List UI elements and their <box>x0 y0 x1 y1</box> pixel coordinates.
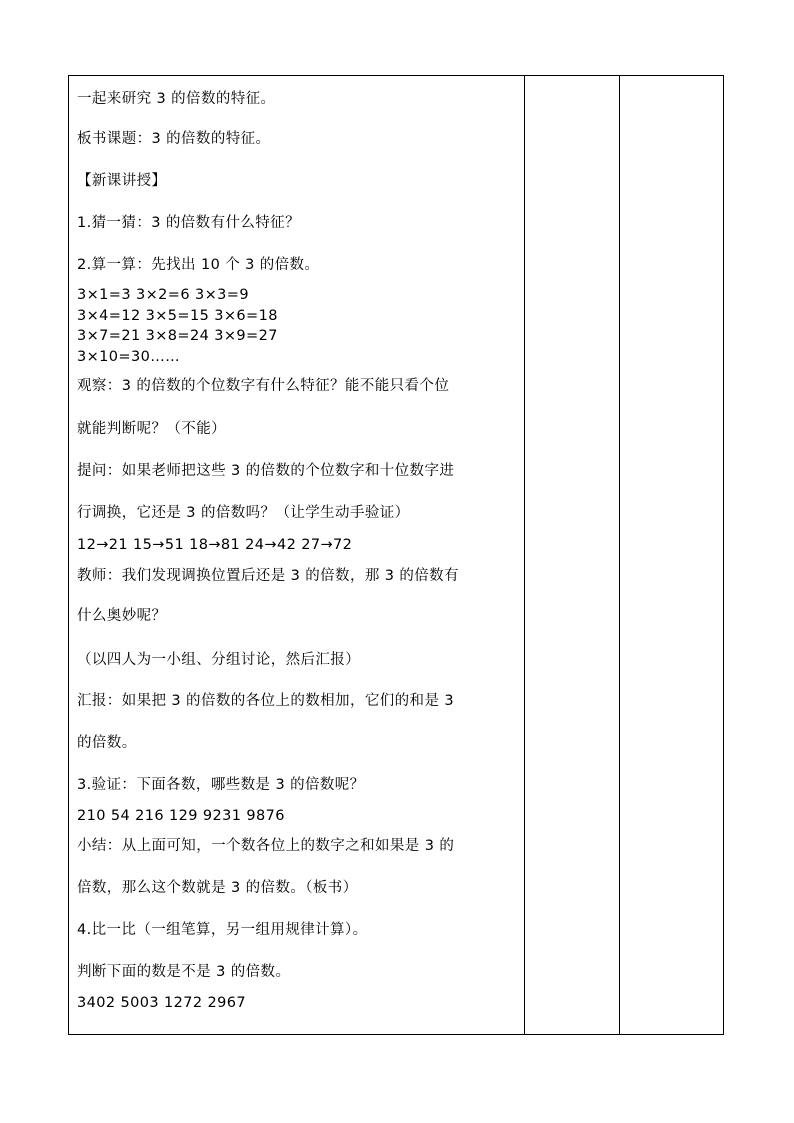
text-line: 3.验证：下面各数，哪些数是 3 的倍数呢？ <box>77 777 365 793</box>
text-line: （以四人为一小组、分组讨论，然后汇报） <box>77 652 361 668</box>
equation-line: 3×1=3 3×2=6 3×3=9 <box>77 287 249 303</box>
text-line: 板书课题：3 的倍数的特征。 <box>77 131 271 147</box>
text-line: 的倍数。 <box>77 735 137 751</box>
text-line: 提问：如果老师把这些 3 的倍数的个位数字和十位数字进 <box>77 463 455 479</box>
text-line: 2.算一算：先找出 10 个 3 的倍数。 <box>77 257 320 273</box>
section-heading: 【新课讲授】 <box>77 173 167 189</box>
text-line: 行调换，它还是 3 的倍数吗？（让学生动手验证） <box>77 505 410 521</box>
text-line: 4.比一比（一组笔算，另一组用规律计算）。 <box>77 922 368 938</box>
text-line: 小结：从上面可知，一个数各位上的数字之和如果是 3 的 <box>77 838 455 854</box>
text-line: 教师：我们发现调换位置后还是 3 的倍数，那 3 的倍数有 <box>77 568 459 584</box>
column-divider-2 <box>619 76 620 1034</box>
equation-line: 3×10=30…… <box>77 349 181 365</box>
text-line: 1.猜一猜：3 的倍数有什么特征？ <box>77 215 300 231</box>
number-line: 12→21 15→51 18→81 24→42 27→72 <box>77 537 353 553</box>
equation-line: 3×7=21 3×8=24 3×9=27 <box>77 328 278 344</box>
number-line: 210 54 216 129 9231 9876 <box>77 808 285 824</box>
column-divider-1 <box>524 76 525 1034</box>
lesson-table <box>68 75 724 1035</box>
text-line: 就能判断呢？（不能） <box>77 421 226 437</box>
number-line: 3402 5003 1272 2967 <box>77 995 247 1011</box>
text-line: 观察：3 的倍数的个位数字有什么特征？能不能只看个位 <box>77 378 450 394</box>
text-line: 一起来研究 3 的倍数的特征。 <box>77 91 276 107</box>
text-line: 什么奥妙呢？ <box>77 608 167 624</box>
text-line: 倍数，那么这个数就是 3 的倍数。（板书） <box>77 880 358 896</box>
equation-line: 3×4=12 3×5=15 3×6=18 <box>77 308 278 324</box>
text-line: 汇报：如果把 3 的倍数的各位上的数相加，它们的和是 3 <box>77 693 454 709</box>
text-line: 判断下面的数是不是 3 的倍数。 <box>77 964 291 980</box>
